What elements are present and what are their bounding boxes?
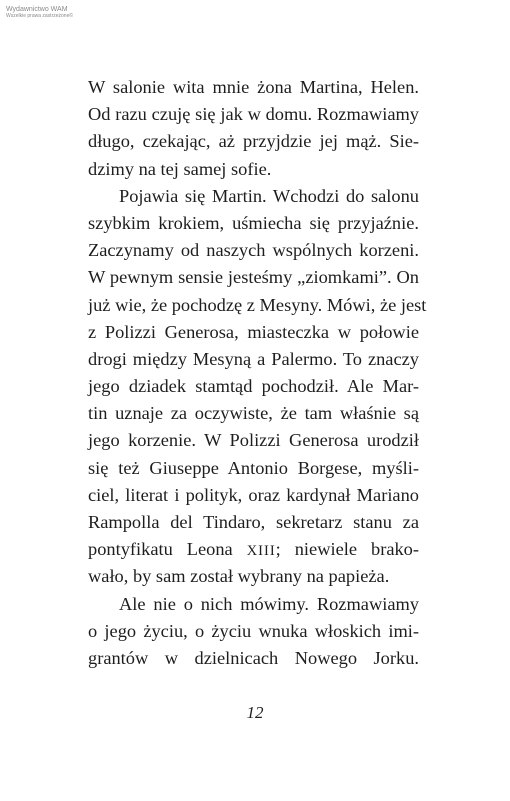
text-line: dzimy na tej samej sofie. <box>88 158 272 179</box>
text-line: z Polizzi Generosa, miasteczka w połowie <box>88 321 419 342</box>
text-line: jego korzenie. W Polizzi Generosa urodził <box>88 430 419 451</box>
text-line: Zaczynamy od naszych wspólnych korzeni. <box>88 240 419 261</box>
text-line: długo, czekając, aż przyjdzie jej mąż. Sie- <box>88 131 419 152</box>
text-line: Pojawia się Martin. Wchodzi do salonu <box>119 185 419 206</box>
publisher-watermark <box>6 6 73 19</box>
page-number: 12 <box>246 703 264 722</box>
text-line: jego dziadek stamtąd pochodził. Ale Mar- <box>88 376 419 397</box>
text-line: W pewnym sensie jesteśmy „ziomkami”. On <box>88 267 419 288</box>
text-line: ciel, literat i polityk, oraz kardynał Mariano <box>88 484 419 505</box>
text-line: o jego życiu, o życiu wnuka włoskich imi- <box>88 620 419 641</box>
text-line: szybkim krokiem, uśmiecha się przyjaźnie. <box>88 212 419 233</box>
text-line: tin uznaje za oczywiste, że tam właśnie są <box>88 403 419 424</box>
watermark-publisher: Wydawnictwo WAM <box>6 6 68 13</box>
text-line: grantów w dzielnicach Nowego Jorku. <box>88 647 419 668</box>
text-line: drogi między Mesyną a Palermo. To znaczy <box>88 348 419 369</box>
regnal-numeral: XIII <box>246 543 276 560</box>
watermark-rights: Wszelkie prawa zastrzeżone© <box>6 12 74 19</box>
text-line: Rampolla del Tindaro, sekretarz stanu za <box>88 512 419 532</box>
text-line: pontyfikatu Leona XIII; niewiele brako- <box>88 539 419 560</box>
text-line: Ale nie o nich mówimy. Rozmawiamy <box>119 593 419 614</box>
text-line: się też Giuseppe Antonio Borgese, myśli- <box>88 457 419 478</box>
text-line: już wie, że pochodzę z Mesyny. Mówi, że jest <box>88 294 427 315</box>
page-body-text <box>88 74 427 672</box>
text-line: wało, by sam został wybrany na papieża. <box>88 566 390 587</box>
text-line: Od razu czuję się jak w domu. Rozmawiamy <box>88 104 419 125</box>
text-line: W salonie wita mnie żona Martina, Helen. <box>88 77 419 97</box>
